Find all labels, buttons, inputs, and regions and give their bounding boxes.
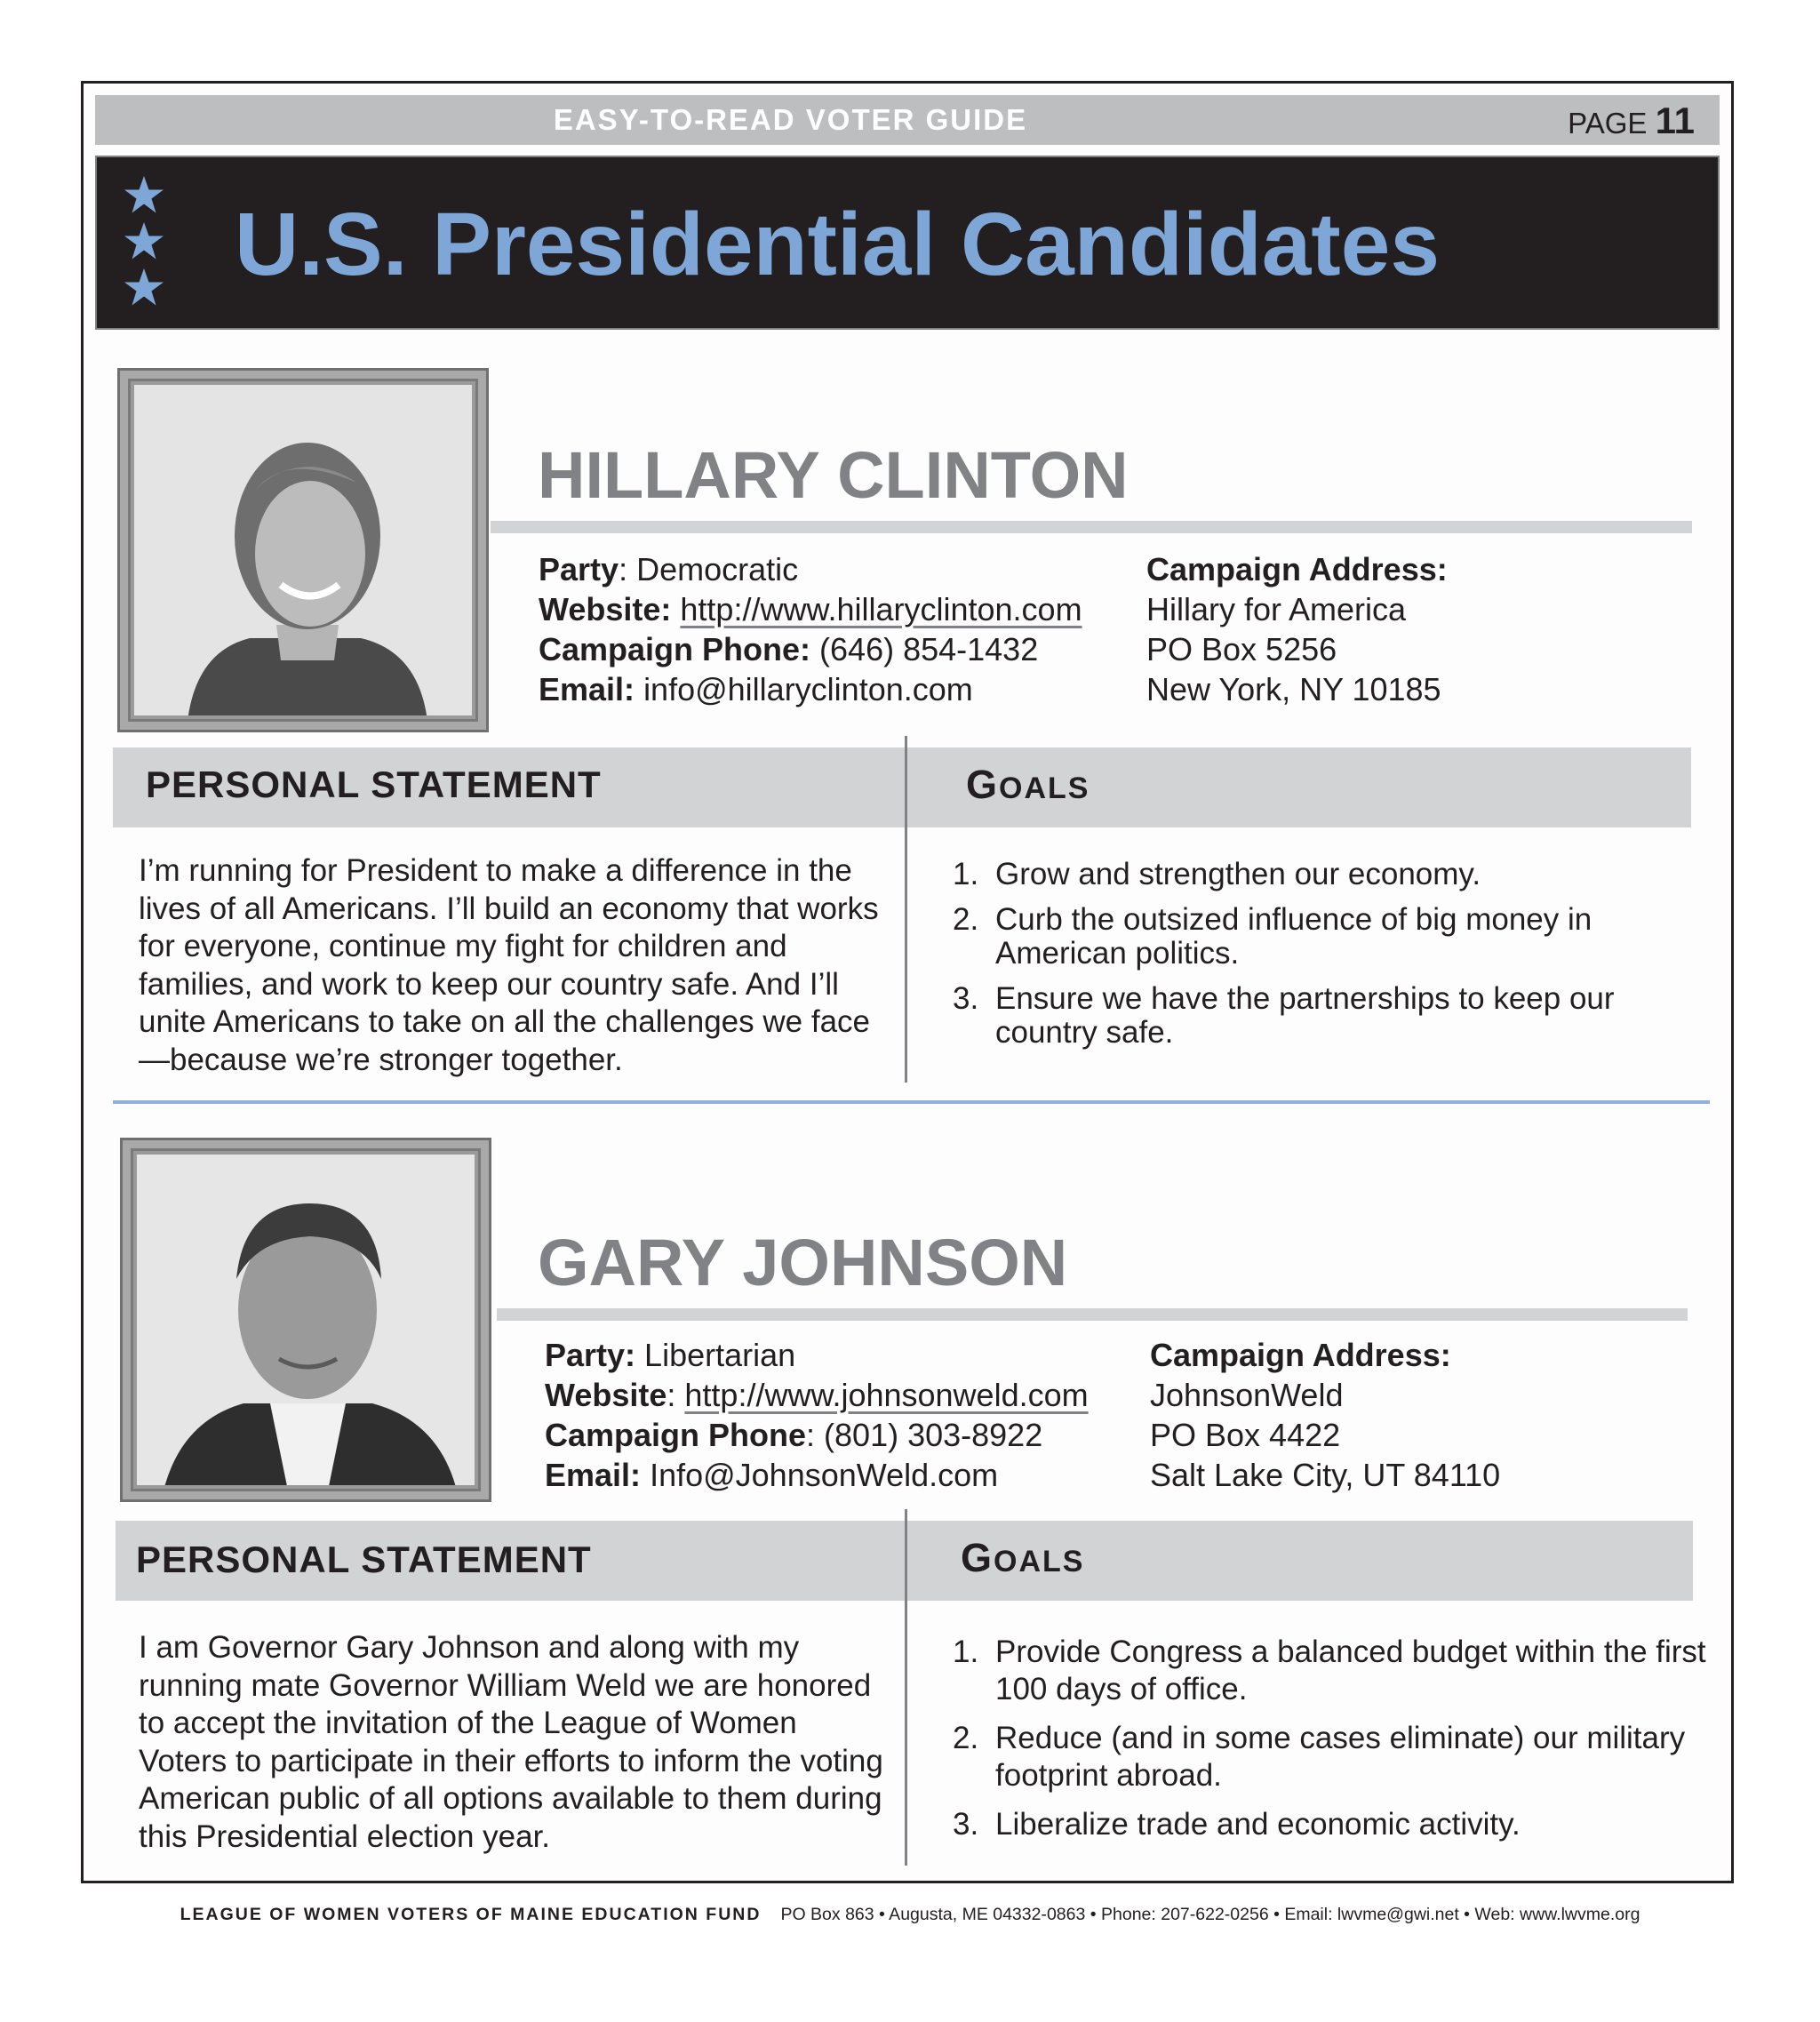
website-line — [539, 589, 1082, 629]
address-line: Salt Lake City, UT 84110 — [1150, 1457, 1501, 1493]
website-link[interactable]: http://www.hillaryclinton.com — [680, 591, 1082, 627]
phone-line — [545, 1415, 1089, 1455]
phone-label: Campaign Phone — [545, 1417, 807, 1453]
goal-text: Curb the outsized influence of big money in American politics. — [995, 902, 1592, 971]
stars-column — [124, 175, 173, 314]
goal-text: Reduce (and in some cases eliminate) our military footprint abroad. — [995, 1721, 1686, 1793]
party-line — [539, 549, 1082, 589]
goal-number: 2. — [953, 1721, 979, 1755]
portrait-silhouette — [134, 385, 472, 715]
goals-list — [953, 858, 1628, 1061]
email-label: Email: — [539, 671, 635, 707]
address-label: Campaign Address: — [1146, 551, 1448, 587]
goal-text: Ensure we have the partnerships to keep our country safe. — [995, 981, 1615, 1050]
star-icon — [124, 221, 164, 260]
address-line: Hillary for America — [1146, 591, 1407, 627]
page-footer — [0, 1905, 1820, 1925]
goal-number: 1. — [953, 857, 979, 891]
email-line — [545, 1455, 1089, 1495]
goals-list — [953, 1634, 1708, 1855]
name-underline-rule — [491, 521, 1692, 533]
goal-item — [953, 858, 1628, 891]
email-value: info@hillaryclinton.com — [643, 671, 973, 707]
address-line: New York, NY 10185 — [1146, 671, 1441, 707]
goal-item — [953, 1634, 1708, 1708]
website-link[interactable]: http://www.johnsonweld.com — [684, 1377, 1089, 1413]
party-value: Libertarian — [635, 1337, 796, 1373]
goal-number: 1. — [953, 1634, 979, 1669]
guide-header-bar — [95, 95, 1720, 145]
goal-text: Liberalize trade and economic activity. — [995, 1807, 1521, 1842]
email-line — [539, 669, 1082, 709]
campaign-address — [1150, 1335, 1500, 1495]
website-label: Website — [545, 1377, 667, 1413]
title-banner — [95, 156, 1720, 330]
candidate-portrait-image — [137, 1155, 475, 1485]
candidate-contact-info — [539, 549, 1082, 709]
personal-statement-text: I’m running for President to make a difference in the lives of all Americans. I’ll build an economy that works for everyone, continue my fight for children and families, and work to keep our country safe. And I’ll unite Americans to take on all the challenges we face—because we’re stronger together. — [139, 853, 879, 1077]
party-label: Party: — [545, 1337, 636, 1373]
email-label: Email: — [545, 1457, 642, 1493]
voter-guide-page — [81, 81, 1734, 1883]
candidate-separator — [113, 1100, 1710, 1104]
portrait-silhouette — [137, 1155, 475, 1485]
page-number-value: 11 — [1655, 100, 1695, 141]
goal-number: 3. — [953, 981, 979, 1016]
goals-heading — [966, 762, 1090, 808]
address-label: Campaign Address: — [1150, 1337, 1451, 1373]
page-label: PAGE — [1568, 107, 1648, 140]
personal-statement-heading: PERSONAL STATEMENT — [146, 763, 602, 805]
candidate-photo — [117, 368, 489, 732]
goals-heading — [961, 1535, 1084, 1581]
candidate-contact-info — [545, 1335, 1089, 1495]
candidate-name: GARY JOHNSON — [538, 1226, 1068, 1299]
goals-heading-rest: OALS — [994, 1545, 1085, 1578]
column-divider — [905, 736, 907, 1083]
website-label: Website: — [539, 591, 672, 627]
party-value: : Democratic — [619, 551, 799, 587]
goals-heading-initial: G — [966, 762, 1000, 807]
star-icon — [124, 175, 164, 214]
footer-contact: PO Box 863 • Augusta, ME 04332-0863 • Phone: 207-622-0256 • Email: lwvme@gwi.net • Web: www.lwvme.org — [780, 1905, 1640, 1924]
party-label: Party — [539, 551, 619, 587]
name-underline-rule — [497, 1308, 1688, 1321]
goal-item — [953, 982, 1628, 1050]
candidate-name: HILLARY CLINTON — [538, 438, 1129, 512]
campaign-address — [1146, 549, 1448, 709]
goal-item — [953, 1806, 1708, 1843]
goals-heading-initial: G — [961, 1535, 994, 1580]
address-line: JohnsonWeld — [1150, 1377, 1344, 1413]
phone-value: (646) 854-1432 — [819, 631, 1039, 667]
goal-number: 2. — [953, 902, 979, 937]
page-title: U.S. Presidential Candidates — [235, 195, 1440, 294]
phone-label: Campaign Phone: — [539, 631, 811, 667]
goal-item — [953, 1720, 1708, 1794]
address-line: PO Box 5256 — [1146, 631, 1337, 667]
candidate-photo — [120, 1138, 491, 1502]
website-colon: : — [667, 1377, 685, 1413]
guide-title: EASY-TO-READ VOTER GUIDE — [553, 103, 1028, 136]
phone-line — [539, 629, 1082, 669]
candidate-portrait-image — [134, 385, 472, 715]
footer-organization: LEAGUE OF WOMEN VOTERS OF MAINE EDUCATION FUND — [180, 1905, 762, 1924]
personal-statement-text: I am Governor Gary Johnson and along with my running mate Governor William Weld we are honored to accept the invitation of the League of Women Voters to participate in their efforts to inform the voting American public of all options available to them during this Presidential election year. — [139, 1630, 883, 1854]
email-value: Info@JohnsonWeld.com — [650, 1457, 999, 1493]
goals-heading-rest: OALS — [999, 771, 1090, 805]
goal-item — [953, 903, 1628, 971]
page-number — [1568, 95, 1695, 145]
website-line — [545, 1375, 1089, 1415]
goal-number: 3. — [953, 1807, 979, 1842]
address-line: PO Box 4422 — [1150, 1417, 1341, 1453]
goal-text: Grow and strengthen our economy. — [995, 857, 1481, 891]
star-icon — [124, 268, 164, 307]
column-divider — [905, 1509, 907, 1866]
phone-value: : (801) 303-8922 — [806, 1417, 1043, 1453]
party-line — [545, 1335, 1089, 1375]
goal-text: Provide Congress a balanced budget within the first 100 days of office. — [995, 1634, 1706, 1706]
personal-statement-heading: PERSONAL STATEMENT — [136, 1538, 592, 1580]
